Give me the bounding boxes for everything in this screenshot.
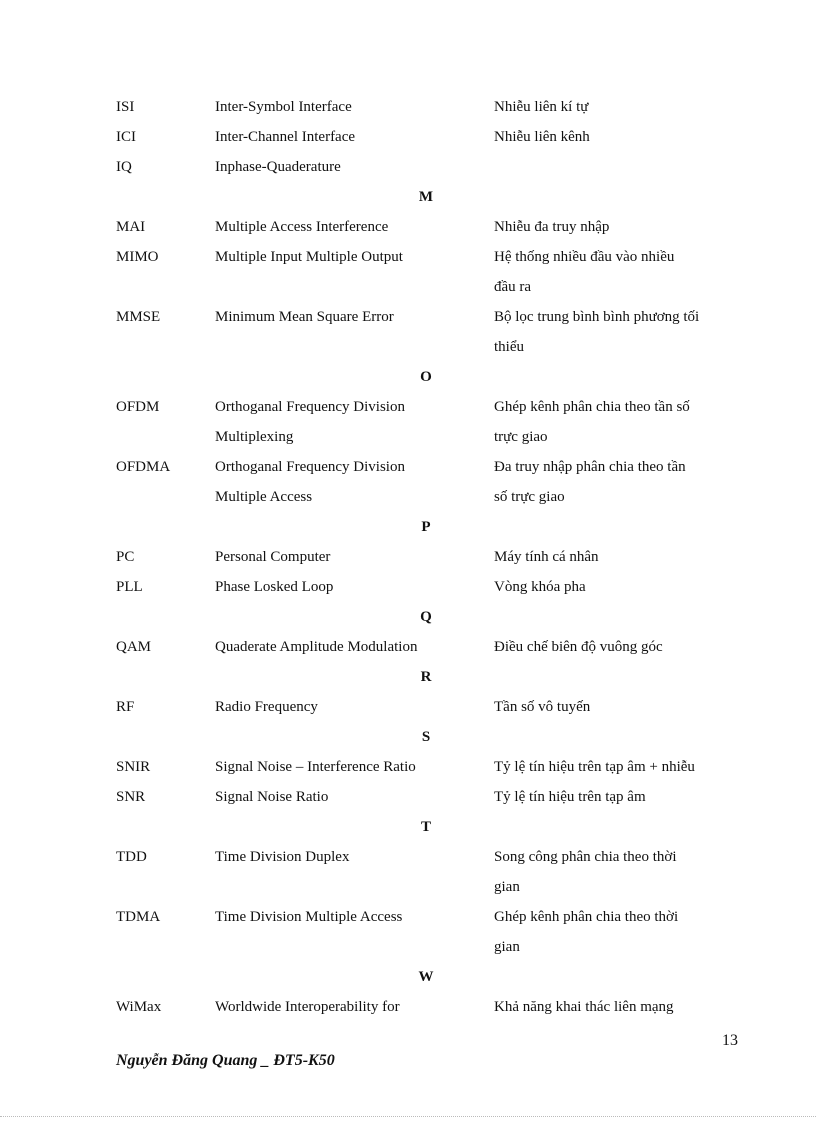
- english-term-cell: Time Division Multiple Access: [215, 909, 403, 925]
- english-term-cell: Inter-Channel Interface: [215, 129, 356, 145]
- section-letter: O: [420, 369, 432, 385]
- abbreviation-cell: SNR: [116, 789, 146, 805]
- vietnamese-term-cell: [494, 152, 746, 182]
- english-term-cell: Orthoganal Frequency Division: [215, 399, 405, 415]
- page-number: 13: [722, 1032, 738, 1049]
- section-letter: W: [418, 969, 434, 985]
- abbreviation-cell: SNIR: [116, 759, 151, 775]
- glossary-row: [116, 932, 746, 962]
- abbreviation-cell: [116, 422, 215, 452]
- abbreviation-cell: QAM: [116, 639, 152, 655]
- vietnamese-term-cell: Nhiễu liên kí tự: [494, 99, 589, 115]
- section-letter: P: [421, 519, 431, 535]
- english-term-cell: Multiple Input Multiple Output: [215, 249, 403, 265]
- english-term-cell: Time Division Duplex: [215, 849, 350, 865]
- vietnamese-term-cell: Nhiễu đa truy nhập: [494, 219, 610, 235]
- abbreviation-cell: [116, 272, 215, 302]
- vietnamese-term-cell: Tỷ lệ tín hiệu trên tạp âm: [494, 789, 646, 805]
- vietnamese-term-cell: Song công phân chia theo thời: [494, 849, 677, 865]
- author-footer: Nguyễn Đăng Quang _ ĐT5-K50: [116, 1052, 335, 1069]
- english-term-cell: Signal Noise – Interference Ratio: [215, 759, 416, 775]
- vietnamese-term-cell: Bộ lọc trung bình bình phương tối: [494, 309, 700, 325]
- page-bottom-divider: [0, 1116, 816, 1117]
- abbreviation-cell: MMSE: [116, 309, 161, 325]
- section-letter: R: [420, 669, 432, 685]
- vietnamese-term-cell: gian: [494, 939, 520, 955]
- abbreviation-cell: [116, 872, 215, 902]
- vietnamese-term-cell: Tần số vô tuyến: [494, 699, 591, 715]
- abbreviation-cell: ISI: [116, 99, 135, 115]
- english-term-cell: Personal Computer: [215, 549, 331, 565]
- english-term-cell: [215, 332, 494, 362]
- abbreviation-cell: IQ: [116, 159, 132, 175]
- english-term-cell: Signal Noise Ratio: [215, 789, 329, 805]
- abbreviation-cell: ICI: [116, 129, 136, 145]
- abbreviation-cell: MIMO: [116, 249, 159, 265]
- glossary-row: [116, 782, 746, 812]
- abbreviation-cell: [116, 932, 215, 962]
- vietnamese-term-cell: gian: [494, 879, 520, 895]
- english-term-cell: Orthoganal Frequency Division: [215, 459, 405, 475]
- vietnamese-term-cell: Nhiễu liên kênh: [494, 129, 590, 145]
- vietnamese-term-cell: Điều chế biên độ vuông góc: [494, 639, 663, 655]
- glossary-row: [116, 482, 746, 512]
- glossary-row: [116, 302, 746, 332]
- glossary-row: [116, 902, 746, 932]
- abbreviation-cell: WiMax: [116, 999, 162, 1015]
- abbreviation-cell: OFDMA: [116, 459, 171, 475]
- section-letter: M: [418, 189, 434, 205]
- section-letter: T: [420, 819, 431, 835]
- glossary-row: [116, 92, 746, 122]
- abbreviation-cell: [116, 332, 215, 362]
- glossary-row: [116, 122, 746, 152]
- abbreviation-cell: PC: [116, 549, 135, 565]
- abbreviation-cell: PLL: [116, 579, 143, 595]
- abbreviation-cell: MAI: [116, 219, 146, 235]
- glossary-row: [116, 752, 746, 782]
- vietnamese-term-cell: Vòng khóa pha: [494, 579, 586, 595]
- abbreviation-cell: OFDM: [116, 399, 160, 415]
- glossary-row: [116, 212, 746, 242]
- glossary-row: [116, 242, 746, 272]
- vietnamese-term-cell: Tỷ lệ tín hiệu trên tạp âm + nhiễu: [494, 759, 695, 775]
- english-term-cell: Inphase-Quaderature: [215, 159, 341, 175]
- english-term-cell: Multiple Access Interference: [215, 219, 389, 235]
- english-term-cell: Phase Losked Loop: [215, 579, 334, 595]
- glossary-row: [116, 692, 746, 722]
- abbreviation-cell: TDMA: [116, 909, 161, 925]
- english-term-cell: [215, 872, 494, 902]
- vietnamese-term-cell: Ghép kênh phân chia theo tần số: [494, 399, 690, 415]
- abbreviation-cell: TDD: [116, 849, 147, 865]
- english-term-cell: Radio Frequency: [215, 699, 318, 715]
- vietnamese-term-cell: trực giao: [494, 429, 548, 445]
- english-term-cell: [215, 932, 494, 962]
- vietnamese-term-cell: Hệ thống nhiều đầu vào nhiều: [494, 249, 675, 265]
- vietnamese-term-cell: số trực giao: [494, 489, 565, 505]
- glossary-row: [116, 392, 746, 422]
- glossary-row: [116, 452, 746, 482]
- english-term-cell: Quaderate Amplitude Modulation: [215, 639, 418, 655]
- english-term-cell: Minimum Mean Square Error: [215, 309, 394, 325]
- glossary-row: [116, 152, 746, 182]
- abbreviation-cell: RF: [116, 699, 135, 715]
- vietnamese-term-cell: thiểu: [494, 339, 524, 355]
- glossary-row: [116, 872, 746, 902]
- english-term-cell: Multiplexing: [215, 429, 294, 445]
- vietnamese-term-cell: Đa truy nhập phân chia theo tần: [494, 459, 686, 475]
- glossary-row: [116, 842, 746, 872]
- english-term-cell: [215, 272, 494, 302]
- glossary-table: [116, 92, 746, 1022]
- vietnamese-term-cell: đầu ra: [494, 279, 532, 295]
- english-term-cell: Multiple Access: [215, 489, 313, 505]
- glossary-row: [116, 992, 746, 1022]
- glossary-row: [116, 422, 746, 452]
- english-term-cell: Worldwide Interoperability for: [215, 999, 400, 1015]
- vietnamese-term-cell: Máy tính cá nhân: [494, 549, 599, 565]
- glossary-row: [116, 632, 746, 662]
- section-letter: S: [421, 729, 431, 745]
- glossary-row: [116, 332, 746, 362]
- english-term-cell: Inter-Symbol Interface: [215, 99, 352, 115]
- section-letter: Q: [420, 609, 432, 625]
- glossary-row: [116, 572, 746, 602]
- glossary-row: [116, 542, 746, 572]
- glossary-row: [116, 272, 746, 302]
- vietnamese-term-cell: Khả năng khai thác liên mạng: [494, 999, 674, 1015]
- vietnamese-term-cell: Ghép kênh phân chia theo thời: [494, 909, 679, 925]
- abbreviation-cell: [116, 482, 215, 512]
